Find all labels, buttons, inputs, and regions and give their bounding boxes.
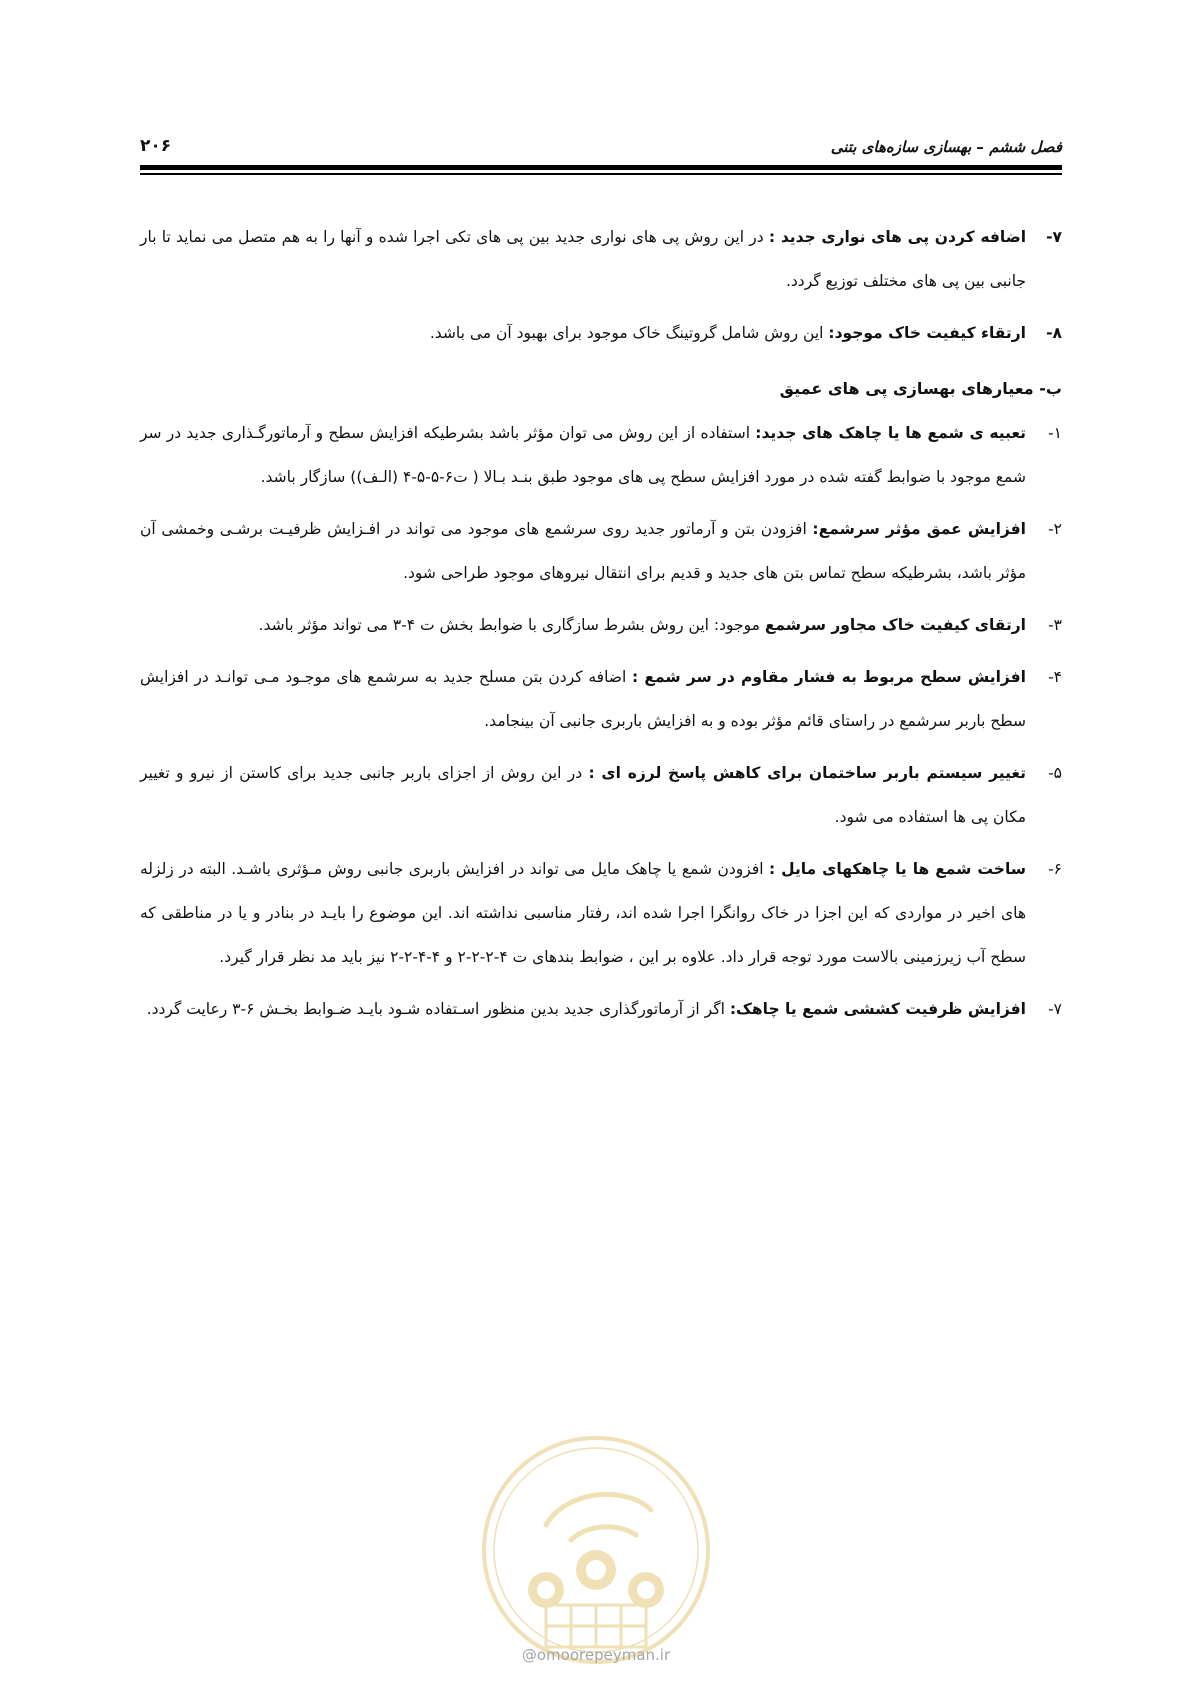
item-text: این روش شامل گروتینگ خاک موجود برای بهبود آن می باشد. <box>429 324 829 342</box>
item-text: در این روش پی های نواری جدید بین پی های تکی اجرا شده و آنها را به هم متصل می نماید تا بار جانبی بین پی های مختلف توزیع گردد. <box>140 228 1026 290</box>
item-title: افزایش سطح مربوط به فشار مقاوم در سر شمع : <box>632 668 1026 686</box>
item-number: ۷- <box>1048 1000 1062 1018</box>
item-text: موجود: این روش بشرط سازگاری با ضوابط بخش ت ۴-۳ می تواند مؤثر باشد. <box>258 616 765 634</box>
item-number: ۳- <box>1048 616 1062 634</box>
list-item <box>140 603 1062 647</box>
item-title: ساخت شمع ها یا چاهکهای مایل : <box>769 860 1027 878</box>
list-item <box>140 751 1062 839</box>
chapter-title: فصل ششم – بهسازی سازه‌های بتنی <box>830 138 1062 156</box>
item-number: ۴- <box>1048 668 1062 686</box>
item-title: افزایش عمق مؤثر سرشمع: <box>812 520 1026 538</box>
item-title: ارتقای کیفیت خاک مجاور سرشمع <box>764 616 1026 634</box>
item-number: ۲- <box>1048 520 1062 538</box>
item-text: افزودن شمع یا چاهک مایل می تواند در افزایش باربری جانبی روش مـؤثری باشـد. البته در زلزله های اخیر در مواردی که این اجزا در خاک روانگرا اجرا شده اند، رفتار مناسبی نداشته اند. این موضوع را بایـد در بنادر و یا در مناطقی که سطح آب زیرزمینی بالاست مورد توجه قرار داد. علاوه بر این ، ضوابط بندهای ت ۴-۲-۲-۲ و ۴-۴-۲-۲ نیز باید مد نظر قرار گیرد. <box>140 860 1026 966</box>
item-title: ارتقاء کیفیت خاک موجود: <box>828 324 1026 342</box>
list-item <box>140 311 1062 355</box>
item-number: ۵- <box>1048 764 1062 782</box>
item-number: ۱- <box>1048 424 1062 442</box>
item-text: افزودن بتن و آرماتور جدید روی سرشمع های موجود می تواند در افـزایش ظرفیـت برشـی وخمشی آن مؤثر باشد، بشرطیکه سطح تماس بتن های جدید و قدیم برای انتقال نیروهای موجود طراحی شود. <box>140 520 1026 582</box>
item-number: ۶- <box>1048 860 1062 878</box>
watermark-seal <box>476 1430 716 1670</box>
item-text: استفاده از این روش می توان مؤثر باشد بشرطیکه افزایش سطح و آرماتورگـذاری جدید در سر شمع موجود با ضوابط گفته شده در مورد افزایش سطح پی های موجود طبق بنـد بـالا ( ت۶-۵-۵-۴ (الـف)) سازگار باشد. <box>140 424 1026 486</box>
page-number: ۲۰۶ <box>140 136 172 156</box>
item-title: افزایش ظرفیت کششی شمع یا چاهک: <box>729 1000 1026 1018</box>
item-number: ۷- <box>1046 228 1062 246</box>
item-title: اضافه کردن پی های نواری جدید : <box>768 228 1027 246</box>
list-item <box>140 987 1062 1031</box>
list-item <box>140 215 1062 303</box>
item-text: اضافه کردن بتن مسلح جدید به سرشمع های موجـود مـی توانـد در افزایش سطح باربر سرشمع در راستای قائم مؤثر بوده و به افزایش باربری جانبی آن بینجامد. <box>140 668 1026 730</box>
page-body <box>140 215 1062 1039</box>
list-item <box>140 847 1062 979</box>
header-rule-thin <box>140 173 1062 175</box>
header-rule-thick <box>140 165 1062 170</box>
watermark-url: @omoorepeyman.ir <box>521 1646 671 1664</box>
list-item <box>140 655 1062 743</box>
page-header <box>140 138 1062 178</box>
item-title: تعبیه ی شمع ها یا چاهک های جدید: <box>755 424 1026 442</box>
section-heading: ب- معیارهای بهسازی پی های عمیق <box>779 379 1062 398</box>
item-text: اگر از آرماتورگذاری جدید بدین منظور اسـتفاده شـود بایـد ضـوابط بخـش ۶-۳ رعایت گردد. <box>146 1000 730 1018</box>
item-number: ۸- <box>1046 324 1062 342</box>
list-item <box>140 507 1062 595</box>
list-item <box>140 411 1062 499</box>
item-text: در این روش از اجزای باربر جانبی جدید برای کاستن از نیرو و تغییر مکان پی ها استفاده می شود. <box>140 764 1026 826</box>
item-title: تغییر سیستم باربر ساختمان برای کاهش پاسخ لرزه ای : <box>588 764 1026 782</box>
